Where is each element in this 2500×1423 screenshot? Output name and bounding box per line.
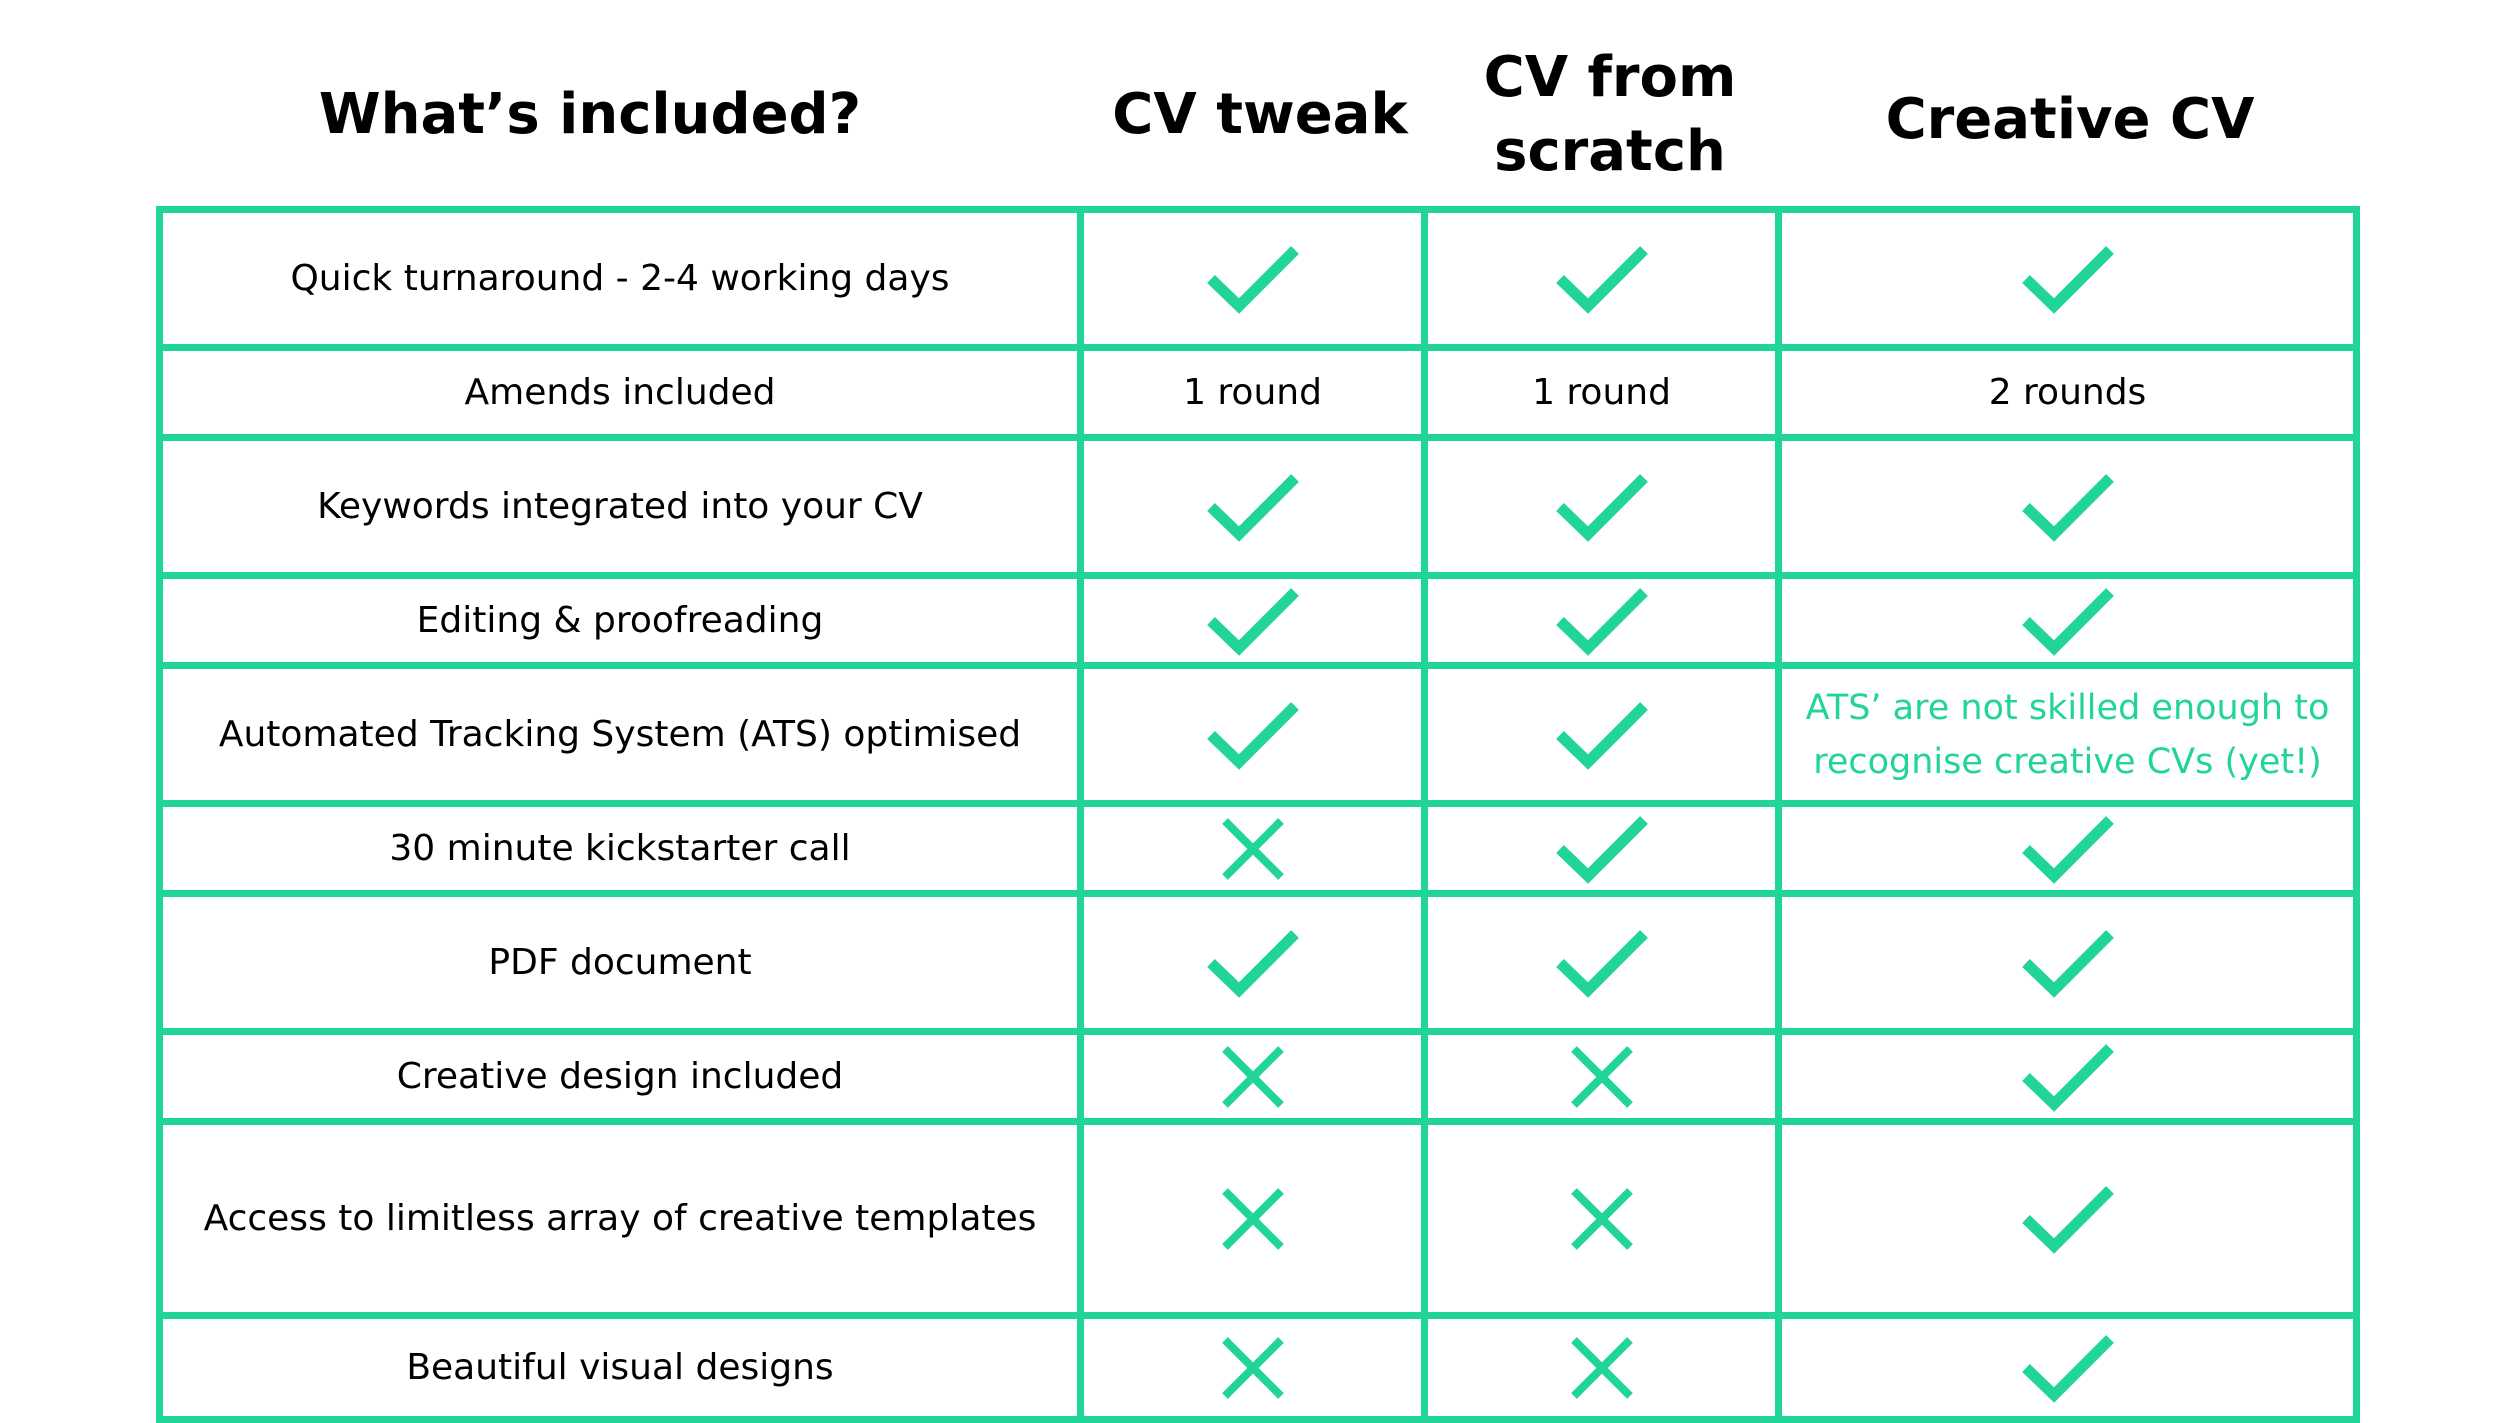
- check-icon: [2020, 1183, 2116, 1255]
- feature-label: Automated Tracking System (ATS) optimised: [163, 669, 1084, 807]
- cross-icon: [1568, 1185, 1636, 1253]
- plan-header-creative-cv: Creative CV: [1885, 87, 2255, 152]
- check-icon: [1554, 585, 1650, 657]
- cell-cv-from-scratch: [1428, 669, 1782, 807]
- cell-cv-tweak: [1084, 897, 1428, 1035]
- feature-label: 30 minute kickstarter call: [163, 807, 1084, 897]
- check-icon: [1554, 471, 1650, 543]
- cell-cv-tweak: [1084, 669, 1428, 807]
- cell-creative-cv: [1782, 351, 2353, 441]
- cell-cv-tweak: [1084, 1035, 1428, 1125]
- cell-cv-from-scratch: [1428, 351, 1782, 441]
- cell-creative-cv: [1782, 669, 2353, 807]
- cell-cv-from-scratch: [1428, 579, 1782, 669]
- cross-icon: [1219, 815, 1287, 883]
- cell-cv-tweak: [1084, 351, 1428, 441]
- check-icon: [1205, 699, 1301, 771]
- cell-cv-tweak: [1084, 441, 1428, 579]
- check-icon: [1205, 243, 1301, 315]
- cross-icon: [1219, 1043, 1287, 1111]
- plan-header-cv-tweak: CV tweak: [1112, 82, 1408, 147]
- check-icon: [1205, 471, 1301, 543]
- cell-creative-cv: [1782, 1125, 2353, 1319]
- cell-value: 2 rounds: [1988, 372, 2147, 413]
- cell-cv-from-scratch: [1428, 897, 1782, 1035]
- feature-label: Keywords integrated into your CV: [163, 441, 1084, 579]
- cell-cv-from-scratch: [1428, 441, 1782, 579]
- check-icon: [2020, 243, 2116, 315]
- check-icon: [2020, 1332, 2116, 1404]
- cell-creative-cv: [1782, 1035, 2353, 1125]
- cell-creative-cv: [1782, 441, 2353, 579]
- cell-value: 1 round: [1183, 372, 1322, 413]
- plan-header-cv-from-scratch: CV from scratch: [1483, 45, 1737, 184]
- cell-cv-tweak: [1084, 579, 1428, 669]
- cell-value: 1 round: [1532, 372, 1671, 413]
- cell-creative-cv: [1782, 807, 2353, 897]
- feature-column-header: What’s included?: [318, 82, 862, 147]
- feature-label: PDF document: [163, 897, 1084, 1035]
- feature-label: Quick turnaround - 2-4 working days: [163, 213, 1084, 351]
- cell-cv-tweak: [1084, 1319, 1428, 1416]
- cell-creative-cv: [1782, 213, 2353, 351]
- comparison-table: [156, 206, 2360, 1423]
- cross-icon: [1568, 1334, 1636, 1402]
- cell-creative-cv: [1782, 579, 2353, 669]
- check-icon: [1205, 927, 1301, 999]
- feature-label: Access to limitless array of creative templates: [163, 1125, 1084, 1319]
- cross-icon: [1568, 1043, 1636, 1111]
- check-icon: [2020, 927, 2116, 999]
- feature-label: Amends included: [163, 351, 1084, 441]
- check-icon: [1205, 585, 1301, 657]
- cross-icon: [1219, 1185, 1287, 1253]
- check-icon: [1554, 927, 1650, 999]
- feature-label: Beautiful visual designs: [163, 1319, 1084, 1416]
- check-icon: [1554, 699, 1650, 771]
- check-icon: [2020, 585, 2116, 657]
- cell-cv-from-scratch: [1428, 1125, 1782, 1319]
- cell-creative-cv: [1782, 1319, 2353, 1416]
- cell-cv-tweak: [1084, 1125, 1428, 1319]
- feature-label: Creative design included: [163, 1035, 1084, 1125]
- cell-cv-tweak: [1084, 807, 1428, 897]
- cell-cv-from-scratch: [1428, 807, 1782, 897]
- cross-icon: [1219, 1334, 1287, 1402]
- cell-creative-cv: [1782, 897, 2353, 1035]
- cell-cv-from-scratch: [1428, 1319, 1782, 1416]
- ats-note: ATS’ are not skilled enough to recognise creative CVs (yet!): [1805, 687, 2330, 782]
- check-icon: [2020, 471, 2116, 543]
- cell-cv-tweak: [1084, 213, 1428, 351]
- check-icon: [2020, 813, 2116, 885]
- cell-cv-from-scratch: [1428, 213, 1782, 351]
- check-icon: [1554, 813, 1650, 885]
- check-icon: [1554, 243, 1650, 315]
- check-icon: [2020, 1041, 2116, 1113]
- feature-label: Editing & proofreading: [163, 579, 1084, 669]
- cell-cv-from-scratch: [1428, 1035, 1782, 1125]
